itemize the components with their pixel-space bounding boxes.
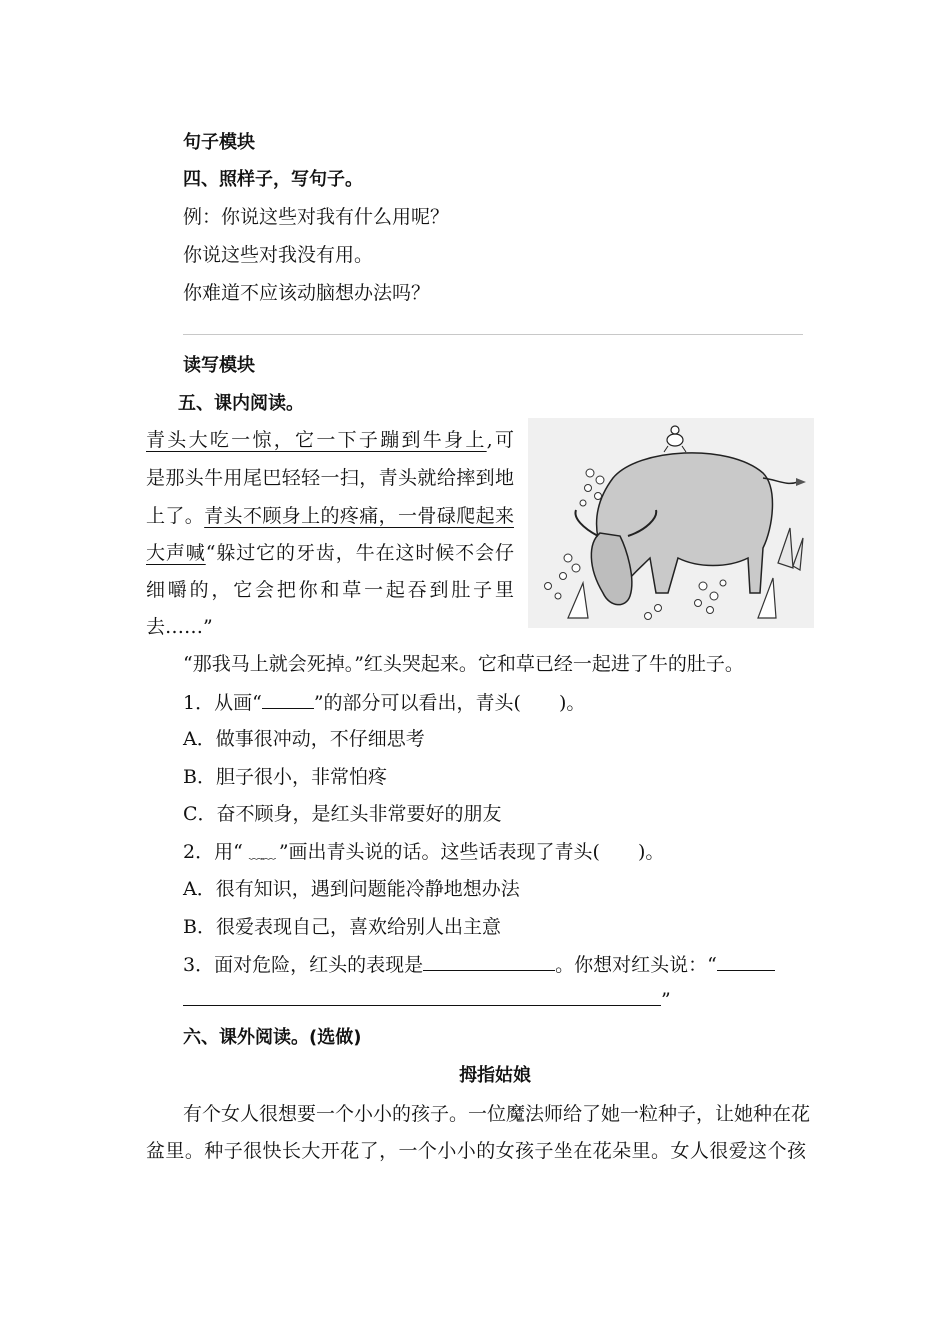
q1-option-b: B．胆子很小，非常怕疼 <box>183 766 387 788</box>
passage-line-3: 上了。青头不顾身上的疼痛，一骨碌爬起来 <box>146 505 514 527</box>
ox-illustration <box>528 418 814 628</box>
question-1: 1．从画“ ”的部分可以看出，青头( )。 <box>183 692 586 714</box>
question-2: 2．用“ ﹏﹏ ”画出青头说的话。这些话表现了青头( )。 <box>183 841 665 863</box>
task-sentence: 你难道不应该动脑想办法吗？ <box>183 282 431 304</box>
module-title-reading: 读写模块 <box>183 355 255 376</box>
question-4-title: 四、照样子，写句子。 <box>183 169 363 190</box>
question-6-title: 六、课外阅读。(选做) <box>183 1027 362 1048</box>
example-sentence: 例：你说这些对我有什么用呢？ <box>183 206 450 228</box>
example-answer: 你说这些对我没有用。 <box>183 244 374 266</box>
underlined-text: 青头不顾身上的疼痛，一骨碌爬起来 <box>204 505 514 527</box>
passage-line-7: “那我马上就会死掉。”红头哭起来。它和草已经一起进了牛的肚子。 <box>183 653 744 675</box>
story-line-2: 盆里。种子很快长大开花了，一个小小的女孩子坐在花朵里。女人很爱这个孩 <box>146 1140 806 1162</box>
passage-line-5: 细嚼的，它会把你和草一起吞到肚子里 <box>146 579 514 601</box>
answer-blank[interactable] <box>183 987 661 1006</box>
line-mark-sample <box>262 690 314 709</box>
passage-line-6: 去……” <box>146 616 213 638</box>
module-title-sentence: 句子模块 <box>183 132 255 153</box>
q1-option-c: C．奋不顾身，是红头非常要好的朋友 <box>183 803 502 825</box>
question-3-line-2: ” <box>183 987 671 1012</box>
passage-line-4: 大声喊“躲过它的牙齿，牛在这时候不会仔 <box>146 542 514 564</box>
passage-line-1: 青头大吃一惊，它一下子蹦到牛身上,可 <box>146 429 514 451</box>
q2-option-a: A．很有知识，遇到问题能冷静地想办法 <box>183 878 520 900</box>
answer-line <box>183 334 803 335</box>
wavy-line-mark: ﹏﹏ <box>248 844 273 862</box>
question-3: 3．面对危险，红头的表现是 。你想对红头说：“ <box>183 952 775 977</box>
question-5-title: 五、课内阅读。 <box>178 393 304 414</box>
story-title: 拇指姑娘 <box>459 1065 531 1086</box>
underlined-text: 青头大吃一惊，它一下子蹦到牛身上 <box>146 429 487 451</box>
story-line-1: 有个女人很想要一个小小的孩子。一位魔法师给了她一粒种子，让她种在花 <box>183 1103 811 1125</box>
answer-blank[interactable] <box>423 952 555 971</box>
q2-option-b: B．很爱表现自己，喜欢给别人出主意 <box>183 916 501 938</box>
passage-line-2: 是那头牛用尾巴轻轻一扫，青头就给摔到地 <box>146 467 514 489</box>
underlined-text: 大声喊 <box>146 542 206 564</box>
answer-blank[interactable] <box>717 952 775 971</box>
q1-option-a: A．做事很冲动，不仔细思考 <box>183 728 425 750</box>
